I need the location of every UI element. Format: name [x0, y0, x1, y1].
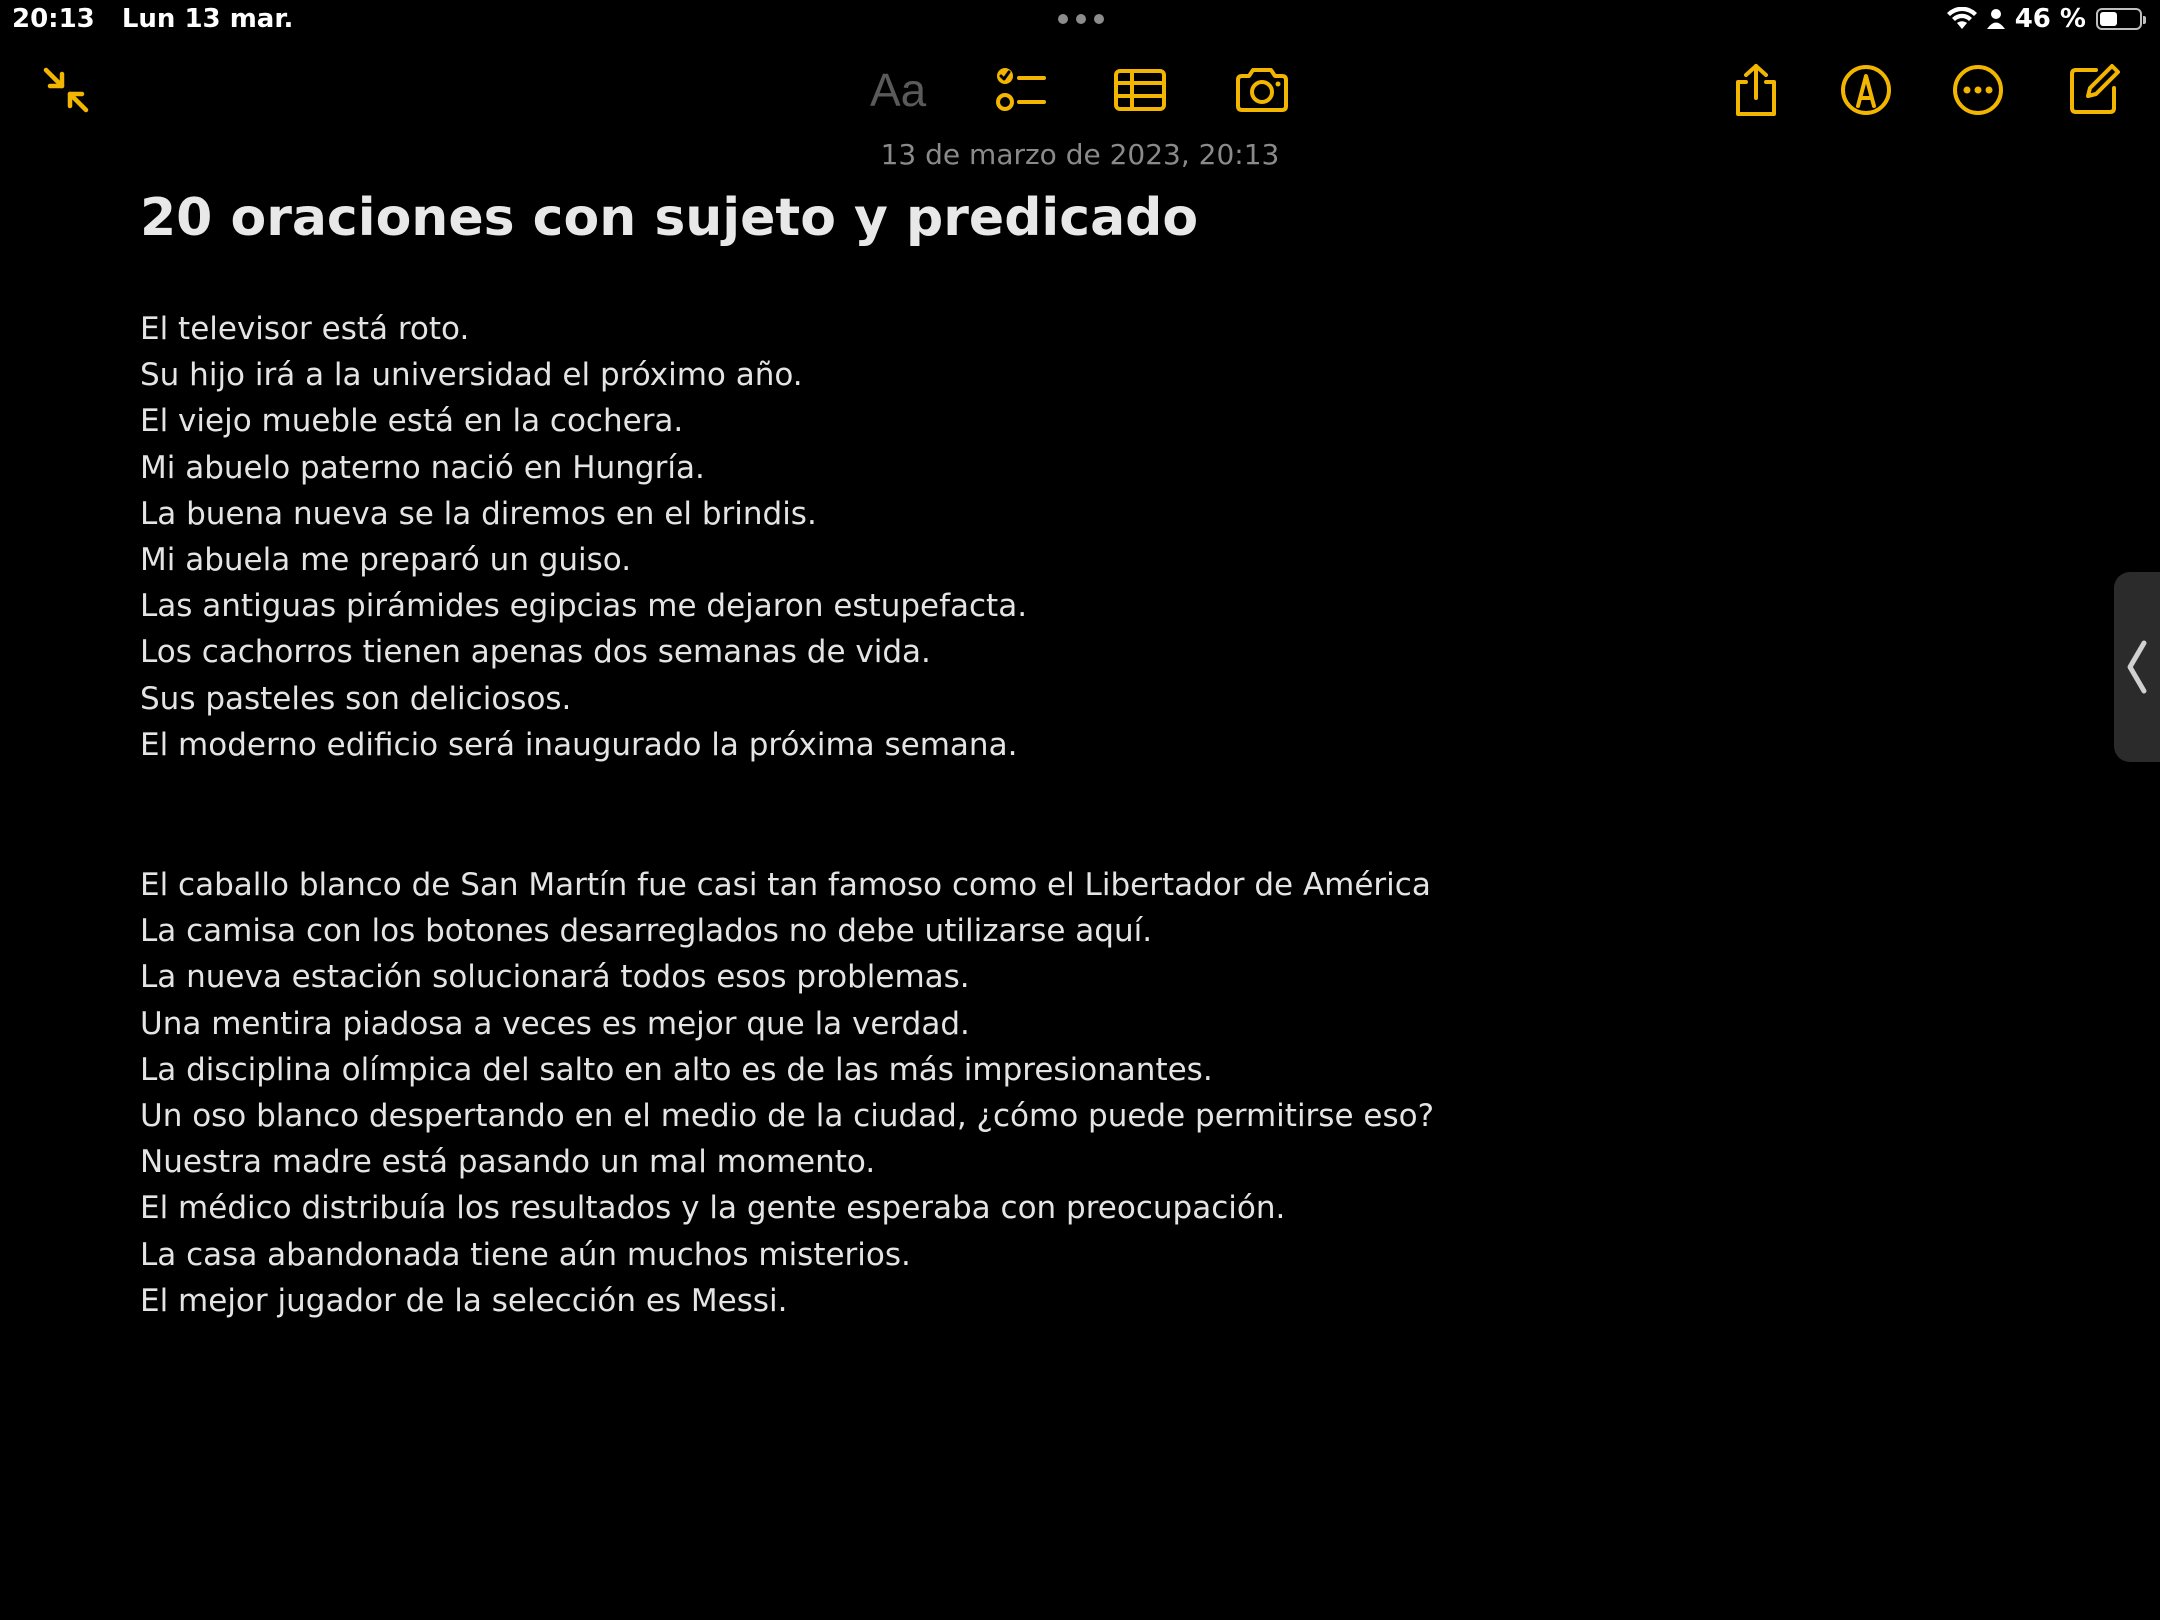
camera-button[interactable]: [1234, 62, 1290, 118]
share-button[interactable]: [1728, 62, 1784, 118]
status-right: [1947, 4, 2142, 34]
chevron-left-icon: [2124, 637, 2150, 697]
note-line: La buena nueva se la diremos en el brindis.: [140, 495, 817, 532]
dot: [1076, 14, 1086, 24]
dot: [1094, 14, 1104, 24]
note-line: Su hijo irá a la universidad el próximo año.: [140, 357, 803, 394]
share-icon: [1728, 62, 1784, 118]
compose-icon: [2066, 62, 2122, 118]
battery-icon: [2096, 8, 2142, 30]
format-text-button[interactable]: Aa: [870, 64, 927, 116]
checklist-button[interactable]: [992, 62, 1048, 118]
table-icon: [1112, 62, 1168, 118]
dot: [1058, 14, 1068, 24]
note-line: Un oso blanco despertando en el medio de la ciudad, ¿cómo puede permitirse eso?: [140, 1098, 1435, 1135]
note-line: El televisor está roto.: [140, 311, 470, 347]
note-timestamp: 13 de marzo de 2023, 20:13: [880, 138, 1280, 171]
note-body-block-1[interactable]: [140, 306, 1027, 768]
battery-fill: [2100, 12, 2117, 26]
note-line: Mi abuelo paterno nació en Hungría.: [140, 449, 705, 486]
battery-percent: 46 %: [2014, 4, 2086, 34]
note-line: La camisa con los botones desarreglados no debe utilizarse aquí.: [140, 913, 1153, 950]
note-line: El mejor jugador de la selección es Messi.: [140, 1282, 788, 1319]
checklist-icon: [992, 62, 1048, 118]
note-line: El viejo mueble está en la cochera.: [140, 403, 684, 440]
collapse-button[interactable]: [38, 62, 94, 118]
status-left: [12, 4, 293, 34]
markup-button[interactable]: [1838, 62, 1894, 118]
note-line: Una mentira piadosa a veces es mejor que la verdad.: [140, 1005, 970, 1042]
status-time: 20:13: [12, 4, 95, 34]
markup-icon: [1838, 62, 1894, 118]
note-body-block-2[interactable]: [140, 862, 1434, 1324]
table-button[interactable]: [1112, 62, 1168, 118]
compose-button[interactable]: [2066, 62, 2122, 118]
note-line: La disciplina olímpica del salto en alto es de las más impresionantes.: [140, 1051, 1213, 1088]
note-line: Las antiguas pirámides egipcias me dejaron estupefacta.: [140, 588, 1028, 625]
note-line: La casa abandonada tiene aún muchos misterios.: [140, 1236, 911, 1273]
wifi-icon: [1947, 7, 1977, 31]
multitasking-dots[interactable]: [1058, 14, 1104, 24]
note-line: El moderno edificio será inaugurado la próxima semana.: [140, 726, 1018, 763]
note-line: El médico distribuía los resultados y la gente esperaba con preocupación.: [140, 1190, 1286, 1227]
side-panel-handle[interactable]: [2114, 572, 2160, 762]
more-icon: [1950, 62, 2006, 118]
status-bar: [0, 0, 2160, 40]
note-line: Los cachorros tienen apenas dos semanas de vida.: [140, 634, 931, 671]
note-line: La nueva estación solucionará todos esos problemas.: [140, 959, 970, 996]
status-date: Lun 13 mar.: [121, 4, 294, 34]
note-title[interactable]: 20 oraciones con sujeto y predicado: [140, 188, 1199, 248]
more-button[interactable]: [1950, 62, 2006, 118]
note-line: Nuestra madre está pasando un mal momento.: [140, 1144, 876, 1181]
camera-icon: [1234, 62, 1290, 118]
collapse-icon: [38, 62, 94, 118]
note-line: Mi abuela me preparó un guiso.: [140, 542, 632, 579]
note-line: Sus pasteles son deliciosos.: [140, 680, 572, 717]
person-icon: [1987, 8, 2005, 30]
note-line: El caballo blanco de San Martín fue casi tan famoso como el Libertador de América: [140, 867, 1431, 903]
